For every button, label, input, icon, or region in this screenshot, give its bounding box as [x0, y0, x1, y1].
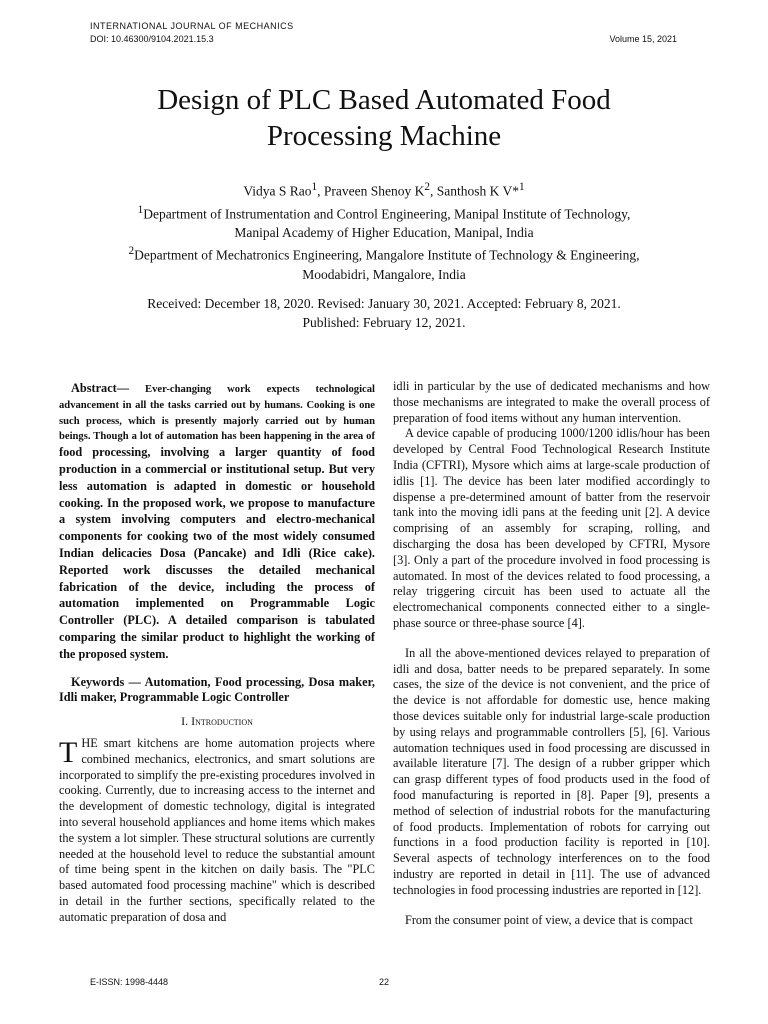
paragraph-3: In all the above-mentioned devices relayed to preparation of idli and dosa, batter needs to be prepared separately. In some cases, the size of the device is not convenient, and the price of the device is not affordable for domestic use, hence making those devices suitable only for industrial large-scale production by using relays and programmable controllers [5], [6]. Various automation techniques used in food processing are discussed in available literature [7]. The design of a rubber gripper which can grasp different types of food products used in the food of food manufacturing is reported in [8]. Paper [9], presents a method of selection of industrial robots for the manufacturing of food products. Implementation of robots for carrying out functions in a food production facility is reported in [10]. Several aspects of technology interferences on to the food industry are reported in detail in [11]. The use of advanced technologies in food processing industries are reported in [12].: [393, 645, 710, 897]
aff1-line1: Department of Instrumentation and Control Engineering, Manipal Institute of Technology,: [143, 206, 631, 221]
aff2-line1: Department of Mechatronics Engineering, Mangalore Institute of Technology & Engineering,: [134, 247, 640, 263]
section-heading: [59, 714, 375, 730]
footer-issn: E-ISSN: 1998-4448: [90, 977, 169, 987]
affiliation-1: [84, 201, 684, 224]
page-number: 22: [379, 977, 390, 987]
paper-title: [84, 82, 684, 154]
section-number: I.: [181, 714, 192, 729]
author-1: Vidya S Rao: [243, 183, 312, 199]
paragraph-1: idli in particular by the use of dedicated mechanisms and how those mechanisms are integrated to make the overall process of preparation of food items without any human intervention.: [393, 379, 710, 425]
aff2-sup: 2: [128, 245, 135, 257]
doi: DOI: 10.46300/9104.2021.15.3: [90, 34, 214, 44]
author-3-sup: 1: [519, 181, 525, 193]
dates-line-2: Published: February 12, 2021.: [302, 315, 466, 330]
aff1-sup: 1: [137, 203, 144, 216]
title-line-2: Processing Machine: [266, 120, 502, 152]
intro-paragraph: [59, 736, 375, 926]
abstract: [59, 381, 375, 664]
author-1-sup: 1: [311, 181, 318, 193]
volume: Volume 15, 2021: [609, 34, 677, 44]
abstract-label: Abstract—: [71, 381, 130, 395]
publication-dates: [84, 294, 684, 332]
author-3: , Santhosh K V*: [430, 183, 520, 199]
abstract-text: food processing, involving a larger quantity of food production in a commercial or institutional setup. But very less automation is adapted in domestic or household cooking. In the proposed work, we propose to manufacture a system involving computers and electro-mechanical components for cooking two of the most widely consumed Indian delicacies Dosa (Pancake) and Idli (Rice cake). Reported work discusses the detailed mechanical fabrication of the device, including the process of automation implemented on Programmable Logic Controller (PLC). A detailed comparison is tabulated comparing the similar product to highlight the working of the proposed system.: [59, 445, 375, 661]
abstract-text-small: Ever-changing work expects technological advancement in all the tasks carried out by humans. Cooking is one such process, which is presently majorly carried out by human beings. Though a lot of automation has been happening in the area of: [59, 384, 375, 443]
journal-name: INTERNATIONAL JOURNAL OF MECHANICS: [90, 21, 294, 31]
affiliation-2: [84, 242, 684, 265]
author-2: , Praveen Shenoy K: [317, 183, 425, 199]
author-names: [84, 178, 684, 201]
affiliation-1-cont: Manipal Academy of Higher Education, Manipal, India: [234, 225, 534, 240]
paragraph-4: From the consumer point of view, a device that is compact: [405, 912, 693, 927]
right-column: [393, 379, 710, 928]
section-title: Introduction: [191, 714, 253, 729]
intro-text: HE smart kitchens are home automation projects where combined mechanics, electronics, and smart solutions are incorporated to simplify the pre-existing procedures involved in cooking. Currently, due to increasing access to the internet and the development of domestic technology, digital is integrated into several household appliances and home items which makes the system a lot simpler. These structural solutions are currently needed at the household level to reduce the substantial amount of time being spent in the kitchen on daily basis. The "PLC based automated food processing machine" which is described in detail in the further sections, specifically related to the automatic preparation of dosa and: [59, 735, 375, 924]
affiliation-2-cont: Moodabidri, Mangalore, India: [302, 266, 466, 282]
paragraph-2: A device capable of producing 1000/1200 idlis/hour has been developed by Central Food Technological Research Institute India (CFTRI), Mysore which aims at large-scale production of idlis [1]. The device has been later modified accordingly to dispense a pre-determined amount of batter from the reservoir tank into the moving idli pans at the feeding unit [2]. A device comprising of an assembly for scraping, rolling, and discharging the dosa has been developed by CFTRI, Mysore [3]. Only a part of the procedure involved in food processing is automated. In most of the devices related to food processing, a relay triggering circuit has been used to actuate all the electromechanical components connected either to a single-phase source or three-phase source [4].: [393, 426, 710, 630]
authors-block: [84, 178, 684, 284]
title-line-1: Design of PLC Based Automated Food: [157, 84, 611, 116]
author-2-sup: 2: [424, 181, 431, 193]
left-column: [59, 381, 375, 926]
drop-cap: T: [59, 735, 78, 769]
dates-line-1: Received: December 18, 2020. Revised: January 30, 2021. Accepted: February 8, 2021.: [147, 296, 621, 311]
keywords: Keywords — Automation, Food processing, Dosa maker, Idli maker, Programmable Logic Controller: [59, 674, 375, 705]
